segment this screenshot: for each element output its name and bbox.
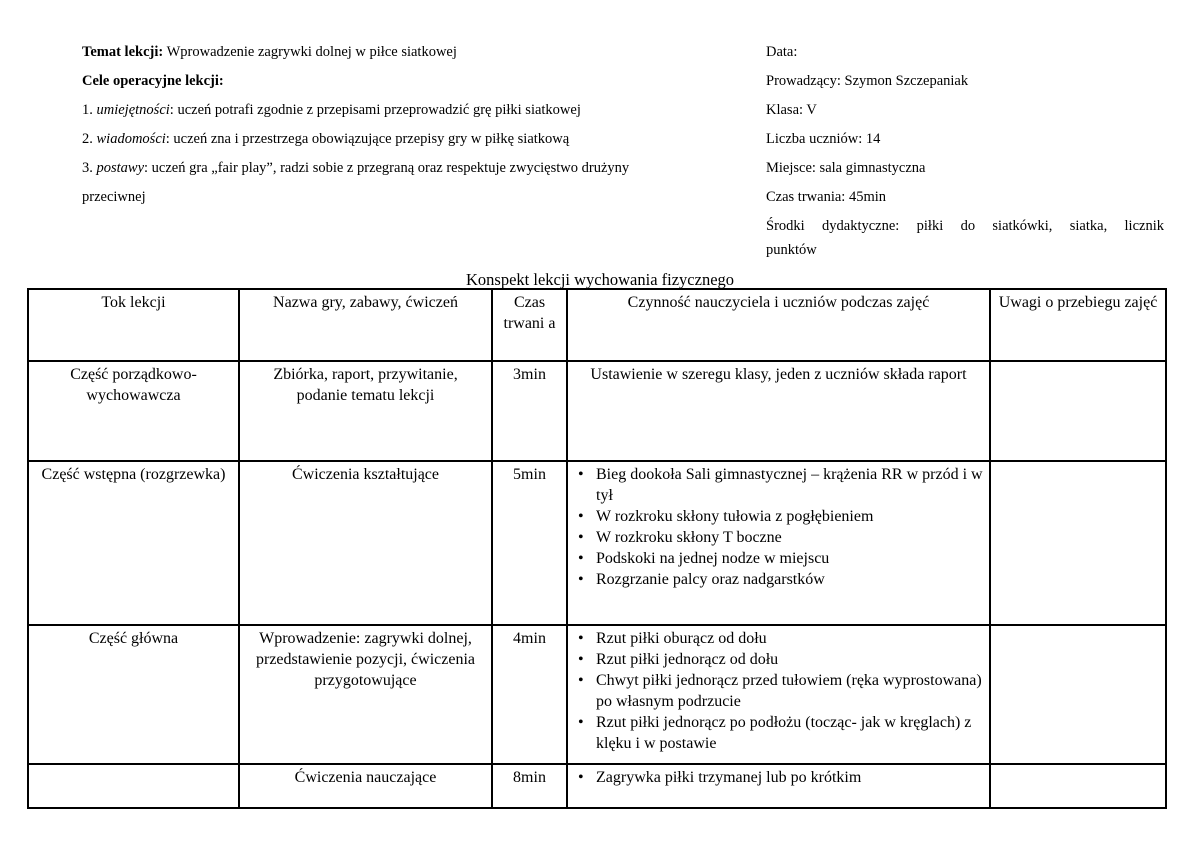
topic-line <box>82 38 752 67</box>
table-row <box>28 764 1166 808</box>
cell-activity: Ustawienie w szeregu klasy, jeden z uczniów składa raport <box>567 361 990 461</box>
list-item: • W rozkroku skłony tułowia z pogłębieniem <box>596 506 983 527</box>
list-item: • Bieg dookoła Sali gimnastycznej – krążenia RR w przód i w tył <box>596 464 983 506</box>
activity-list <box>574 464 983 590</box>
header-name: Nazwa gry, zabawy, ćwiczeń <box>239 289 492 361</box>
cell-time: 4min <box>492 625 567 764</box>
goal-1 <box>82 96 752 125</box>
list-item: • Rzut piłki oburącz od dołu <box>596 628 983 649</box>
cell-part: Część główna <box>28 625 239 764</box>
goal-number: 2. <box>82 131 93 147</box>
cell-notes <box>990 764 1166 808</box>
lesson-info <box>766 38 1164 259</box>
lesson-plan-table <box>27 288 1167 809</box>
cell-part <box>28 764 239 808</box>
activity-list <box>574 628 983 754</box>
goal-key: umiejętności <box>96 102 170 118</box>
list-item: • W rozkroku skłony T boczne <box>596 527 983 548</box>
goal-3-continuation: przeciwnej <box>82 189 146 205</box>
goal-text: : uczeń potrafi zgodnie z przepisami przeprowadzić grę piłki siatkowej <box>169 102 581 118</box>
header-activity: Czynność nauczyciela i uczniów podczas zajęć <box>567 289 990 361</box>
cell-activity <box>567 625 990 764</box>
cell-name: Wprowadzenie: zagrywki dolnej, przedstawienie pozycji, ćwiczenia przygotowujące <box>239 625 492 764</box>
goal-key: wiadomości <box>96 131 166 147</box>
table-row <box>28 461 1166 625</box>
info-class: Klasa: V <box>766 102 817 118</box>
goal-number: 3. <box>82 160 93 176</box>
cell-time: 3min <box>492 361 567 461</box>
list-item: • Chwyt piłki jednorącz przed tułowiem (ręka wyprostowana) po własnym podrzucie <box>596 670 983 712</box>
cell-name: Zbiórka, raport, przywitanie, podanie tematu lekcji <box>239 361 492 461</box>
info-place: Miejsce: sala gimnastyczna <box>766 160 926 176</box>
table-row <box>28 625 1166 764</box>
cell-notes <box>990 461 1166 625</box>
goal-text: : uczeń zna i przestrzega obowiązujące przepisy gry w piłkę siatkową <box>165 131 570 147</box>
info-duration: Czas trwania: 45min <box>766 189 887 205</box>
cell-name: Ćwiczenia nauczające <box>239 764 492 808</box>
list-item: • Zagrywka piłki trzymanej lub po krótkim <box>596 767 983 788</box>
list-item: • Rzut piłki jednorącz po podłożu (tocząc- jak w kręglach) z klęku i w postawie <box>596 712 983 754</box>
goals-label: Cele operacyjne lekcji: <box>82 73 224 89</box>
info-date: Data: <box>766 44 798 60</box>
info-aids-continuation: punktów <box>766 242 817 258</box>
activity-list <box>574 767 983 788</box>
header-time: Czas trwani a <box>492 289 567 361</box>
topic-label: Temat lekcji: <box>82 44 164 60</box>
info-aids: Środki dydaktyczne: piłki do siatkówki, siatka, licznik <box>766 218 1164 234</box>
lesson-header <box>82 38 752 212</box>
info-students: Liczba uczniów: 14 <box>766 131 881 147</box>
header-part: Tok lekcji <box>28 289 239 361</box>
goal-number: 1. <box>82 102 93 118</box>
goal-3 <box>82 154 752 183</box>
cell-activity <box>567 461 990 625</box>
cell-time: 8min <box>492 764 567 808</box>
list-item: • Rozgrzanie palcy oraz nadgarstków <box>596 569 983 590</box>
goal-2 <box>82 125 752 154</box>
cell-time: 5min <box>492 461 567 625</box>
cell-part: Część porządkowo-wychowawcza <box>28 361 239 461</box>
list-item: • Rzut piłki jednorącz od dołu <box>596 649 983 670</box>
goal-text: : uczeń gra „fair play”, radzi sobie z przegraną oraz respektuje zwycięstwo drużyny <box>144 160 630 176</box>
header-notes: Uwagi o przebiegu zajęć <box>990 289 1166 361</box>
list-item: • Podskoki na jednej nodze w miejscu <box>596 548 983 569</box>
topic-value: Wprowadzenie zagrywki dolnej w piłce siatkowej <box>166 44 457 60</box>
info-teacher: Prowadzący: Szymon Szczepaniak <box>766 73 969 89</box>
cell-activity <box>567 764 990 808</box>
table-title: Konspekt lekcji wychowania fizycznego <box>465 270 735 289</box>
cell-notes <box>990 361 1166 461</box>
table-row <box>28 361 1166 461</box>
cell-name: Ćwiczenia kształtujące <box>239 461 492 625</box>
cell-notes <box>990 625 1166 764</box>
goal-key: postawy <box>96 160 145 176</box>
cell-part: Część wstępna (rozgrzewka) <box>28 461 239 625</box>
table-header-row <box>28 289 1166 361</box>
